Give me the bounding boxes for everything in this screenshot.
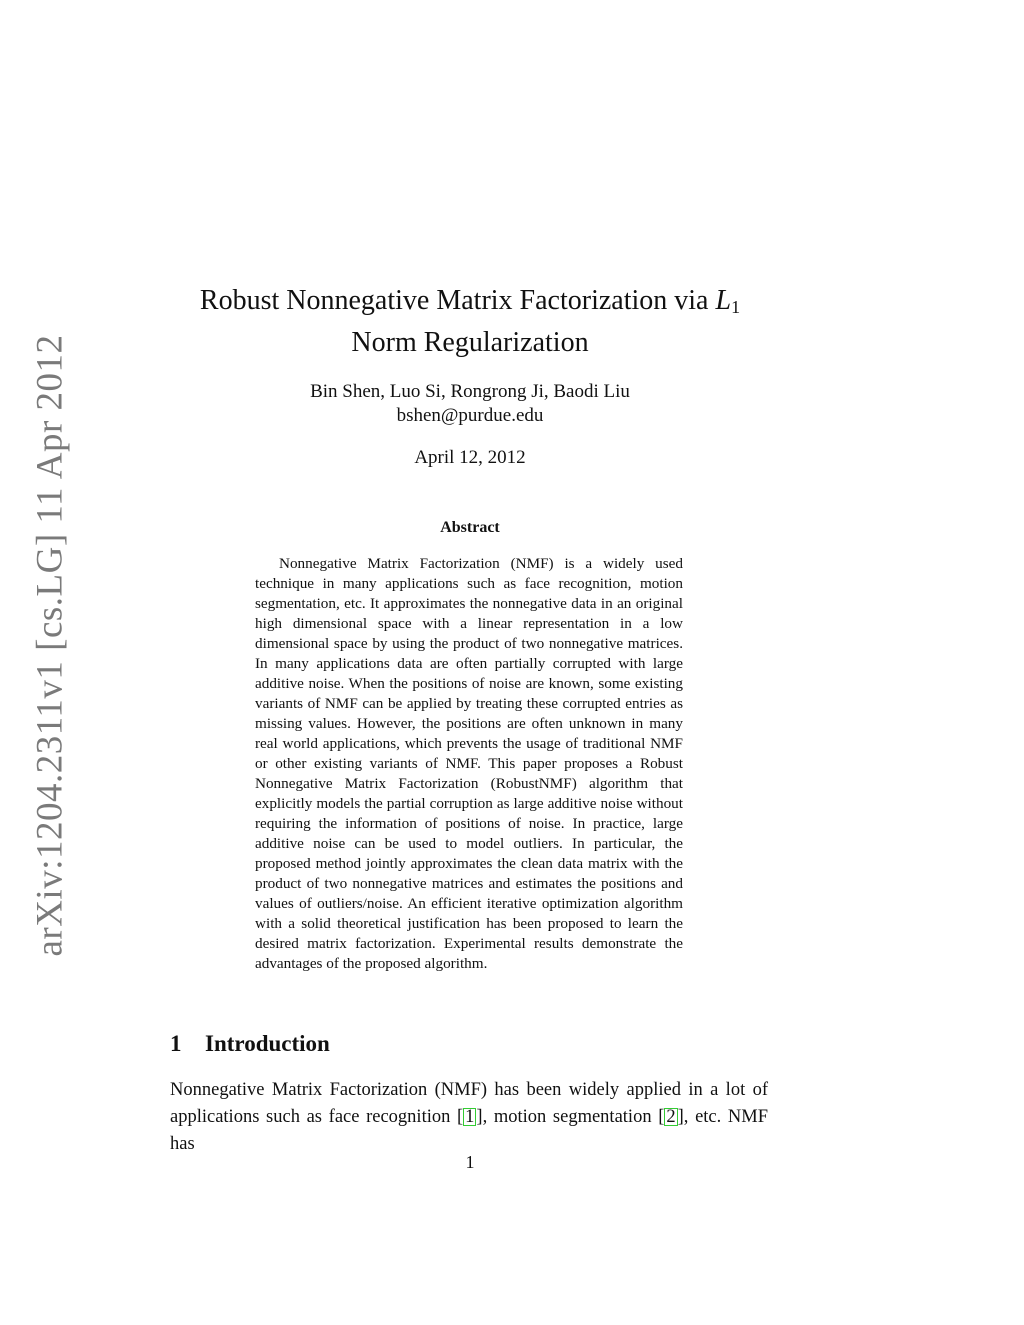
publication-date: April 12, 2012 (414, 447, 526, 468)
citation-link-2[interactable]: 2 (666, 1107, 676, 1127)
arxiv-identifier-text: arXiv:1204.2311v1 [cs.LG] 11 Apr 2012 (29, 333, 71, 957)
math-letter: L (715, 285, 732, 316)
paper-title-line-1 (160, 283, 780, 325)
arxiv-identifier-stamp (20, 333, 80, 957)
paper-title-line-2: Norm Regularization (351, 327, 589, 358)
paper-title (160, 283, 780, 361)
section-title: Introduction (205, 1031, 330, 1056)
paper-title-text-1: Robust Nonnegative Matrix Factorization via (199, 285, 709, 316)
intro-text-2: ], motion segmentation [ (476, 1107, 665, 1127)
author-email: bshen@purdue.edu (396, 405, 544, 426)
author-block (160, 380, 780, 428)
author-names: Bin Shen, Luo Si, Rongrong Ji, Baodi Liu (310, 381, 630, 402)
paper-title-math-symbol (715, 285, 740, 316)
section-number: 1 (170, 1031, 182, 1056)
intro-text-1: Nonnegative Matrix Factorization (NMF) has been widely applied in a lot of applications such as face recognition [ (170, 1080, 768, 1127)
section-heading-introduction (170, 1031, 330, 1057)
introduction-paragraph (170, 1077, 768, 1158)
math-subscript: 1 (731, 297, 741, 317)
citation-link-1[interactable]: 1 (465, 1107, 475, 1127)
abstract-heading: Abstract (440, 519, 500, 536)
abstract-body: Nonnegative Matrix Factorization (NMF) is a widely used technique in many applications such as face recognition, motion segmentation, etc. It approximates the nonnegative data in an original high dimensional space with a linear representation in a low dimensional space by using the product of two nonnegative matrices. In many applications data are often partially corrupted with large additive noise. When the positions of noise are known, some existing variants of NMF can be applied by treating these corrupted entries as missing values. However, the positions are often unknown in many real world applications, which prevents the usage of traditional NMF or other existing variants of NMF. This paper proposes a Robust Nonnegative Matrix Factorization (RobustNMF) algorithm that explicitly models the partial corruption as large additive noise without requiring the information of positions of noise. In practice, large additive noise can be used to model outliers. In particular, the proposed method jointly approximates the clean data matrix with the product of two nonnegative matrices and estimates the positions and values of outliers/noise. An efficient iterative optimization algorithm with a solid theoretical justification has been proposed to learn the desired matrix factorization. Experimental results demonstrate the advantages of the proposed algorithm. (255, 555, 683, 972)
intro-text-3: ], etc. NMF has (170, 1107, 769, 1154)
page-number: 1 (465, 1152, 475, 1172)
